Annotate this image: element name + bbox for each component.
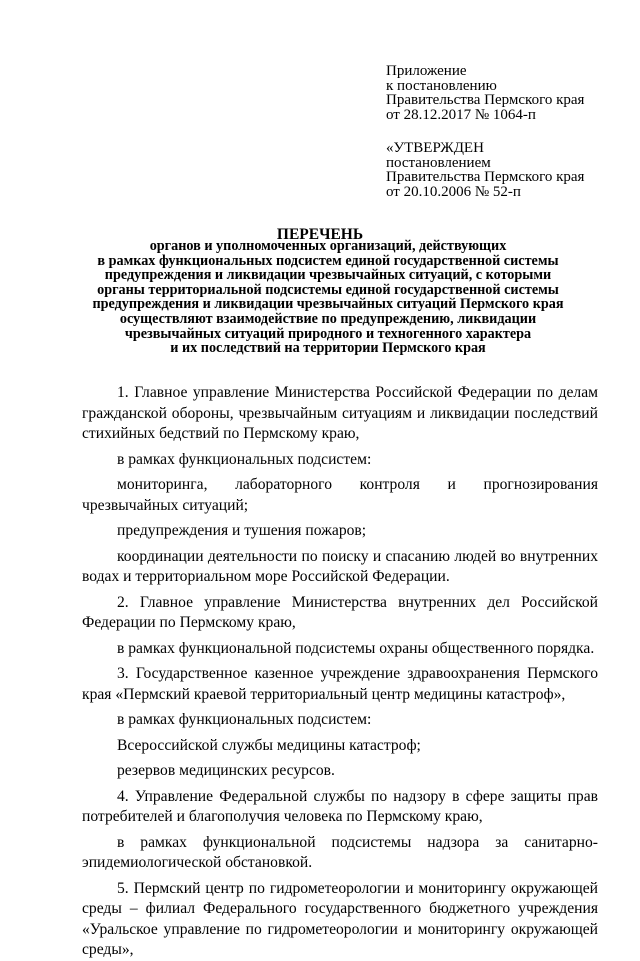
subtitle-line: чрезвычайных ситуаций природного и техногенного характера xyxy=(124,325,532,342)
annex-line: Приложение xyxy=(386,63,467,79)
body-paragraph: в рамках функциональной подсистемы надзора за санитарно-эпидемиологической обстановкой. xyxy=(82,833,598,871)
document-body xyxy=(82,383,598,961)
approval-block xyxy=(386,141,626,199)
approval-line: «УТВЕРЖДЕН xyxy=(386,140,484,156)
body-paragraph: в рамках функциональной подсистемы охраны общественного порядка. xyxy=(117,639,595,657)
document-title: ПЕРЕЧЕНЬ xyxy=(276,226,364,243)
body-paragraph: координации деятельности по поиску и спасанию людей во внутренних водах и территориальном море Российской Федерации. xyxy=(82,547,598,585)
body-paragraph: Всероссийской службы медицины катастроф; xyxy=(117,736,421,754)
subtitle-line: в рамках функциональных подсистем единой государственной системы xyxy=(97,252,559,269)
body-paragraph: 4. Управление Федеральной службы по надзору в сфере защиты прав потребителей и благополучия человека по Пермскому краю, xyxy=(82,787,598,825)
subtitle-line: и их последствий на территории Пермского края xyxy=(170,340,486,357)
subtitle-line: осуществляют взаимодействие по предупреждению, ликвидации xyxy=(119,310,537,327)
body-paragraph: в рамках функциональных подсистем: xyxy=(117,711,372,728)
body-paragraph: 2. Главное управление Министерства внутренних дел Российской Федерации по Пермскому краю, xyxy=(82,593,598,631)
subtitle-line: органов и уполномоченных организаций, действующих xyxy=(149,238,507,254)
approval-line: Правительства Пермского края xyxy=(386,169,585,185)
subtitle-line: органы территориальной подсистемы единой государственной системы xyxy=(97,281,559,298)
body-paragraph: в рамках функциональных подсистем: xyxy=(117,450,372,468)
body-paragraph: 3. Государственное казенное учреждение здравоохранения Пермского края «Пермский краевой территориальный центр медицины катастроф», xyxy=(82,665,598,703)
subtitle-line: предупреждения и ликвидации чрезвычайных ситуаций, с которыми xyxy=(104,267,552,284)
body-paragraph: предупреждения и тушения пожаров; xyxy=(117,522,367,539)
annex-line: Правительства Пермского края xyxy=(386,92,585,108)
body-paragraph: 1. Главное управление Министерства Российской Федерации по делам гражданской обороны, чрезвычайным ситуациям и ликвидации последствий стихийных бедствий по Пермскому краю, xyxy=(82,384,598,442)
annex-line: от 28.12.2017 № 1064-п xyxy=(386,106,536,123)
annex-block xyxy=(386,64,626,122)
annex-line: к постановлению xyxy=(386,77,497,94)
body-paragraph: резервов медицинских ресурсов. xyxy=(117,762,335,779)
body-paragraph: 5. Пермский центр по гидрометеорологии и мониторингу окружающей среды – филиал Федерального государственного бюджетного учреждения «Уральское управление по гидрометеорологии и мониторингу окружающей среды», xyxy=(82,879,598,958)
subtitle-line: предупреждения и ликвидации чрезвычайных ситуаций Пермского края xyxy=(92,296,564,313)
document-subtitle xyxy=(60,239,596,356)
body-paragraph: мониторинга, лабораторного контроля и прогнозирования чрезвычайных ситуаций; xyxy=(82,476,598,514)
approval-line: постановлением xyxy=(386,154,491,171)
approval-line: от 20.10.2006 № 52-п xyxy=(386,183,521,200)
